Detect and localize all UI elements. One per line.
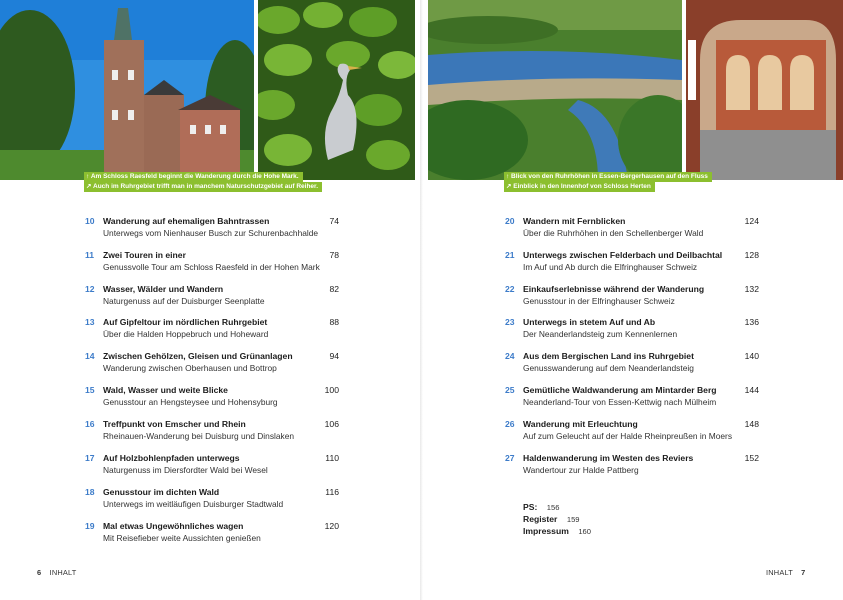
photo-caption-left-1: ↑ Am Schloss Raesfeld beginnt die Wanderung durch die Hohe Mark. [84,172,303,182]
toc-extra-register[interactable] [523,512,591,524]
extra-page: 156 [546,503,560,512]
toc-number: 11 [85,250,95,260]
toc-number: 15 [85,385,95,395]
toc-page: 128 [744,250,759,260]
toc-number: 21 [505,250,515,260]
toc-title: Auf Gipfeltour im nördlichen Ruhrgebiet [103,317,268,327]
toc-number: 25 [505,385,515,395]
toc-page: 148 [744,419,759,429]
extra-label: PS: [523,502,538,512]
toc-title: Aus dem Bergischen Land ins Ruhrgebiet [523,351,694,361]
toc-page: 116 [325,487,339,497]
toc-page: 82 [329,284,339,294]
footer-right-label: INHALT [766,568,793,577]
photo-caption-left-2: ↗ Auch im Ruhrgebiet trifft man in manchem Naturschutzgebiet auf Reiher. [84,182,322,192]
toc-subtitle: Naturgenuss im Diersfordter Wald bei Wesel [103,465,268,475]
toc-title: Wanderung mit Erleuchtung [523,419,638,429]
toc-title: Wald, Wasser und weite Blicke [103,385,228,395]
extra-page: 159 [566,515,580,524]
toc-page: 78 [329,250,339,260]
toc-title: Unterwegs in stetem Auf und Ab [523,317,656,327]
toc-subtitle: Der Neanderlandsteig zum Kennenlernen [523,329,678,339]
toc-title: Unterwegs zwischen Felderbach und Deilbachtal [523,250,723,260]
toc-number: 14 [85,351,95,361]
footer-right-page-number: 7 [801,568,806,577]
toc-subtitle: Im Auf und Ab durch die Elfringhauser Schweiz [523,262,698,272]
toc-title: Genusstour im dichten Wald [103,487,220,497]
toc-page: 100 [324,385,339,395]
toc-subtitle: Unterwegs vom Nienhauser Busch zur Schurenbachhalde [103,228,319,238]
footer-right [766,568,805,577]
extra-label: Register [523,514,558,524]
toc-number: 17 [85,453,95,463]
toc-number: 24 [505,351,515,361]
toc-title: Wasser, Wälder und Wandern [103,284,224,294]
toc-subtitle: Rheinauen-Wanderung bei Duisburg und Dinslaken [103,431,295,441]
toc-page: 106 [324,419,339,429]
toc-number: 19 [85,521,95,531]
page-gutter [420,0,423,600]
toc-subtitle: Genusstour an Hengsteysee und Hohensyburg [103,397,278,407]
toc-title: Zwei Touren in einer [103,250,186,260]
toc-title: Einkaufserlebnisse während der Wanderung [523,284,705,294]
toc-subtitle: Auf zum Geleucht auf der Halde Rheinpreußen in Moers [523,431,733,441]
toc-title: Wandern mit Fernblicken [523,216,626,226]
ruhr-river-photo [428,0,682,180]
toc-page: 74 [329,216,339,226]
toc-extra-impressum[interactable] [523,524,591,536]
toc-number: 27 [505,453,515,463]
toc-number: 20 [505,216,515,226]
footer-left-label: INHALT [49,568,77,577]
extra-label: Impressum [523,526,569,536]
toc-title: Treffpunkt von Emscher und Rhein [103,419,246,429]
castle-photo [0,0,254,180]
toc-subtitle: Neanderland-Tour von Essen-Kettwig nach Mülheim [523,397,717,407]
toc-page: 132 [744,284,759,294]
toc-page: 124 [744,216,759,226]
toc-page: 140 [744,351,759,361]
toc-number: 13 [85,317,95,327]
toc-page: 88 [329,317,339,327]
extra-page: 160 [578,527,591,536]
photo-caption-right-1: ↑ Blick von den Ruhrhöhen in Essen-Bergerhausen auf den Fluss [504,172,712,182]
toc-extras [523,500,591,536]
toc-subtitle: Unterwegs im weitläufigen Duisburger Stadtwald [103,499,284,509]
toc-number: 16 [85,419,95,429]
castle-courtyard-photo [686,0,843,180]
toc-page: 136 [744,317,759,327]
toc-number: 23 [505,317,515,327]
toc-number: 22 [505,284,515,294]
toc-number: 26 [505,419,515,429]
toc-title: Auf Holzbohlenpfaden unterwegs [103,453,240,463]
footer-left [37,568,77,577]
toc-subtitle: Über die Ruhrhöhen in den Schellenberger Wald [523,228,704,238]
toc-page: 110 [325,453,339,463]
toc-title: Wanderung auf ehemaligen Bahntrassen [103,216,270,226]
toc-number: 12 [85,284,95,294]
toc-page: 94 [329,351,339,361]
toc-page: 144 [744,385,759,395]
toc-number: 10 [85,216,95,226]
toc-subtitle: Über die Halden Hoppebruch und Hoheward [103,329,269,339]
toc-subtitle: Mit Reisefieber weite Aussichten genießen [103,533,261,543]
toc-page: 152 [744,453,759,463]
toc-subtitle: Genussvolle Tour am Schloss Raesfeld in der Hohen Mark [103,262,320,272]
toc-subtitle: Naturgenuss auf der Duisburger Seenplatte [103,296,265,306]
toc-subtitle: Genusstour in der Elfringhauser Schweiz [523,296,675,306]
toc-subtitle: Wanderung zwischen Oberhausen und Bottrop [103,363,277,373]
toc-title: Haldenwanderung im Westen des Reviers [523,453,694,463]
toc-number: 18 [85,487,95,497]
toc-page: 120 [324,521,339,531]
toc-title: Gemütliche Waldwanderung am Mintarder Berg [523,385,717,395]
footer-left-page-number: 6 [37,568,42,577]
heron-photo [258,0,415,180]
toc-subtitle: Genusswanderung auf dem Neanderlandsteig [523,363,694,373]
toc-subtitle: Wandertour zur Halde Pattberg [523,465,639,475]
toc-title: Zwischen Gehölzen, Gleisen und Grünanlagen [103,351,293,361]
photo-caption-right-2: ↗ Einblick in den Innenhof von Schloss Herten [504,182,655,192]
toc-title: Mal etwas Ungewöhnliches wagen [103,521,244,531]
